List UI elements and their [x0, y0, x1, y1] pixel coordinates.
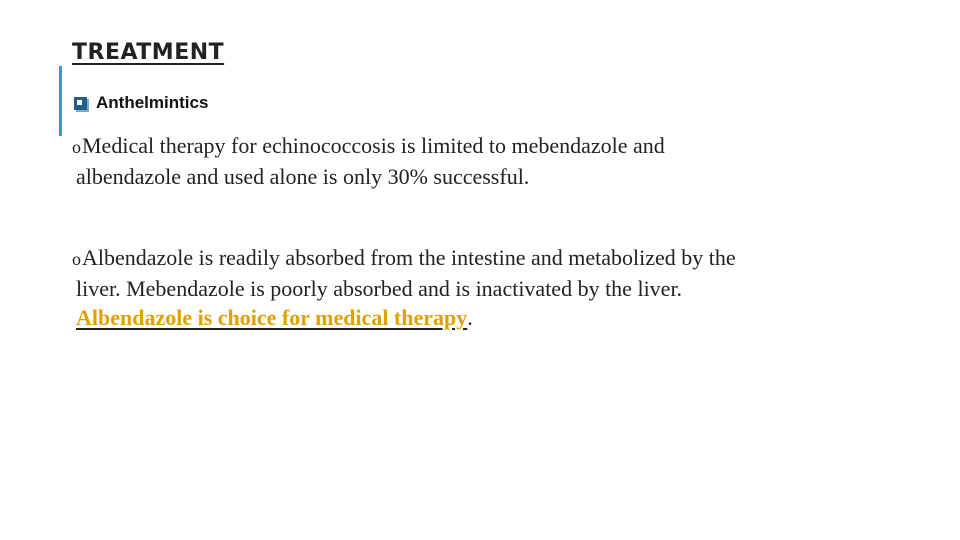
checkbox-bullet-icon — [74, 97, 87, 110]
highlighted-text: Albendazole is choice for medical therapy — [76, 305, 468, 330]
accent-bar — [59, 66, 62, 136]
highlight-suffix: . — [467, 305, 473, 330]
subheading — [74, 93, 208, 113]
bullet-line — [72, 303, 912, 332]
circle-bullet-icon: o — [72, 249, 81, 269]
bullet-line: liver. Mebendazole is poorly absorbed and is inactivated by the liver. — [76, 276, 683, 301]
subheading-label: Anthelmintics — [96, 93, 209, 112]
bullet-text: Medical therapy for echinococcosis is limited to mebendazole and — [82, 133, 665, 158]
bullet-line — [72, 243, 912, 274]
bullet-paragraph-2 — [72, 243, 912, 332]
bullet-paragraph-1 — [72, 131, 912, 191]
bullet-line: albendazole and used alone is only 30% successful. — [76, 164, 530, 189]
bullet-text: Albendazole is readily absorbed from the intestine and metabolized by the — [82, 245, 736, 270]
slide-title: TREATMENT — [72, 40, 225, 65]
circle-bullet-icon: o — [72, 137, 81, 157]
highlighted-conclusion — [76, 305, 467, 330]
bullet-line — [72, 131, 912, 162]
